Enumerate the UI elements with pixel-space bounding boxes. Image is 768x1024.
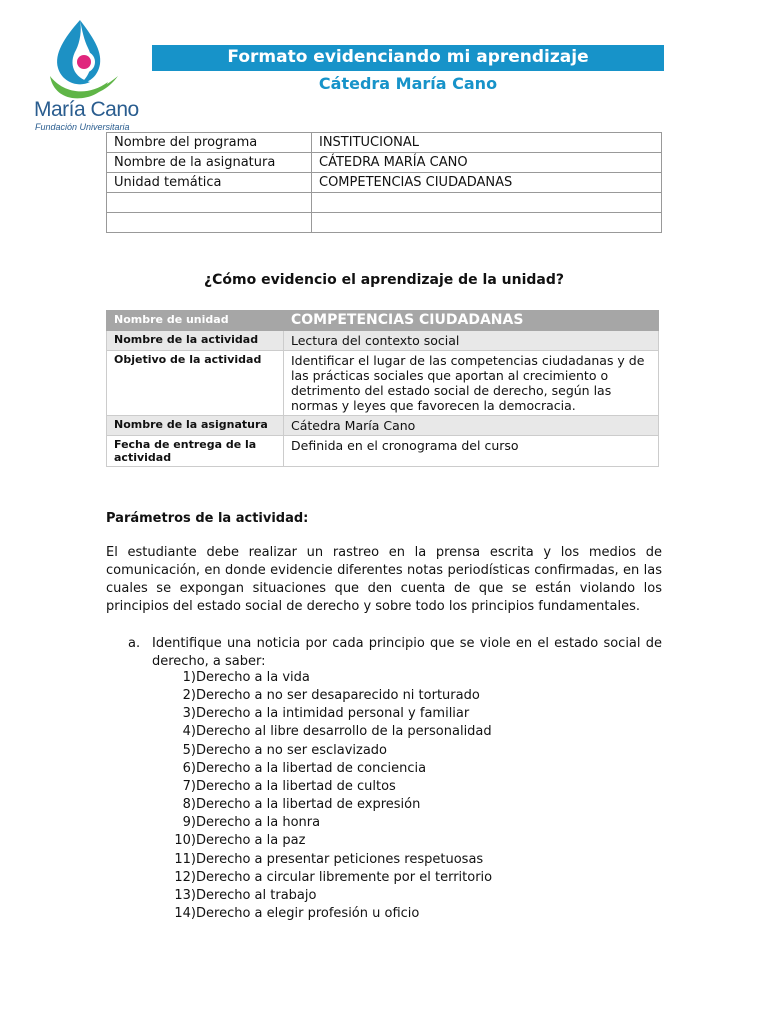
item-number: 12)	[174, 869, 196, 885]
table-cell: Unidad temática	[107, 173, 312, 193]
activity-value: Lectura del contexto social	[284, 331, 659, 351]
item-number: 5)	[182, 742, 196, 758]
list-item	[166, 905, 492, 923]
list-item	[166, 796, 492, 814]
item-text: Derecho al libre desarrollo de la personalidad	[196, 724, 492, 740]
item-number: 7)	[182, 778, 196, 794]
program-info-table	[106, 132, 662, 233]
item-text: Derecho a la libertad de cultos	[196, 778, 396, 794]
table-cell: CÁTEDRA MARÍA CANO	[312, 153, 662, 173]
list-item	[166, 832, 492, 850]
table-row	[107, 193, 662, 213]
rights-list	[166, 669, 492, 923]
document-subtitle: Cátedra María Cano	[318, 74, 498, 93]
item-number: 1)	[182, 670, 196, 685]
list-item	[166, 723, 492, 741]
item-text: Derecho a presentar peticiones respetuosas	[196, 851, 484, 867]
table-cell	[107, 213, 312, 233]
item-number: 3)	[182, 706, 196, 722]
unit-label: Nombre de unidad	[107, 311, 284, 331]
item-number: 9)	[182, 815, 196, 831]
activity-table	[106, 310, 659, 467]
item-number: 10)	[174, 833, 196, 849]
table-cell: Nombre de la asignatura	[107, 153, 312, 173]
item-number: 14)	[174, 906, 196, 922]
table-cell: COMPETENCIAS CIUDADANAS	[312, 173, 662, 193]
table-row	[107, 133, 662, 153]
item-number: 11)	[174, 851, 196, 867]
item-text: Derecho a la libertad de expresión	[196, 797, 421, 813]
item-text: Derecho a elegir profesión u oficio	[196, 906, 420, 922]
table-row	[107, 153, 662, 173]
table-row	[107, 436, 659, 467]
item-number: 13)	[174, 887, 196, 903]
item-text: Derecho a la libertad de conciencia	[196, 760, 427, 776]
document-title: Formato evidenciando mi aprendizaje	[152, 45, 664, 71]
list-item	[166, 887, 492, 905]
logo-name: María Cano	[34, 98, 139, 121]
table-cell: Nombre del programa	[107, 133, 312, 153]
section-question: ¿Cómo evidencio el aprendizaje de la unidad?	[203, 272, 565, 288]
list-item	[166, 705, 492, 723]
list-item	[166, 814, 492, 832]
list-item	[166, 687, 492, 705]
activity-label: Nombre de la actividad	[107, 331, 284, 351]
item-number: 2)	[182, 688, 196, 704]
list-item	[166, 778, 492, 796]
logo-subtitle: Fundación Universitaria	[35, 122, 130, 132]
item-number: 6)	[182, 760, 196, 776]
table-row	[107, 311, 659, 331]
params-paragraph: El estudiante debe realizar un rastreo en la prensa escrita y los medios de comunicación, en donde evidencie diferentes notas periodísticas confirmadas, en las cuales se expongan situaciones que den cuenta de que se están violando los principios del estado social de derecho y sobre todo los principios fundamentales.	[106, 545, 662, 614]
table-cell	[312, 213, 662, 233]
table-cell	[312, 193, 662, 213]
table-row	[107, 351, 659, 416]
list-item	[166, 851, 492, 869]
date-value: Definida en el cronograma del curso	[284, 436, 659, 467]
item-text: Derecho a la paz	[196, 833, 306, 849]
list-item	[166, 742, 492, 760]
unit-value: COMPETENCIAS CIUDADANAS	[284, 311, 659, 331]
item-number: 8)	[182, 797, 196, 813]
objective-label: Objetivo de la actividad	[107, 351, 284, 416]
item-text: Derecho a no ser esclavizado	[196, 742, 388, 758]
table-cell: INSTITUCIONAL	[312, 133, 662, 153]
table-row	[107, 331, 659, 351]
item-text: Derecho a la intimidad personal y familiar	[196, 706, 470, 722]
subject-value: Cátedra María Cano	[284, 416, 659, 436]
table-row	[107, 213, 662, 233]
item-text: Derecho a no ser desaparecido ni torturado	[196, 688, 480, 704]
list-item	[166, 760, 492, 778]
table-cell	[107, 193, 312, 213]
table-row	[107, 416, 659, 436]
item-number: 4)	[182, 724, 196, 740]
item-text: Identifique una noticia por cada principio que se viole en el estado social de derecho, a saber:	[152, 636, 662, 669]
item-marker: a.	[128, 636, 141, 651]
list-item	[166, 669, 492, 687]
item-text: Derecho a circular libremente por el territorio	[196, 869, 493, 885]
item-text: Derecho al trabajo	[196, 887, 317, 903]
date-label: Fecha de entrega de la actividad	[107, 436, 284, 467]
list-item	[128, 635, 662, 671]
list-item	[166, 869, 492, 887]
subject-label: Nombre de la asignatura	[107, 416, 284, 436]
objective-value: Identificar el lugar de las competencias ciudadanas y de las prácticas sociales que aportan al crecimiento o detrimento del estado social de derecho, según las normas y leyes que favorecen la democracia.	[284, 351, 659, 416]
params-title: Parámetros de la actividad:	[106, 511, 309, 526]
item-text: Derecho a la vida	[196, 670, 310, 685]
table-row	[107, 173, 662, 193]
item-text: Derecho a la honra	[196, 815, 321, 831]
